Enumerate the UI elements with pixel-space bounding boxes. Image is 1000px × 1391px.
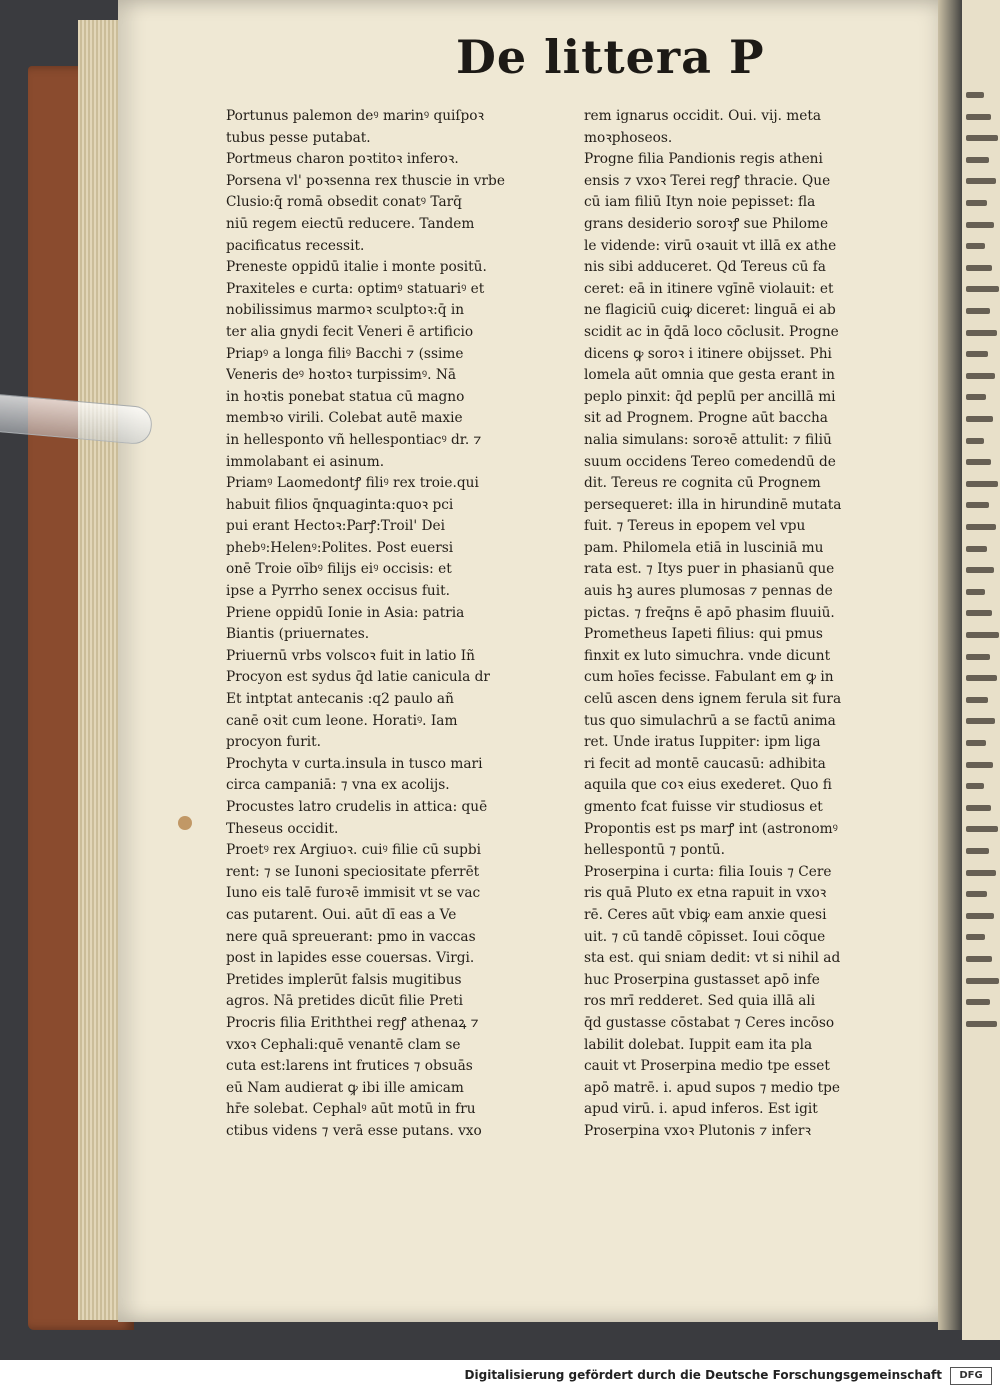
right-column-line: scidit ac in q̄dā loco cōclusit. Progne [584, 323, 839, 340]
left-column-line: hr̄e solebat. Cephalꝰ aūt motū in fru [226, 1101, 476, 1118]
facing-page-text-stroke [966, 848, 989, 854]
facing-page-text-stroke [966, 999, 990, 1005]
facing-page-text-stroke [966, 697, 988, 703]
facing-page-text-stroke [966, 783, 984, 789]
page-fore-edge [78, 20, 122, 1320]
right-column-line: grans desiderio soroꝛꝭ sue Philome [584, 215, 829, 232]
right-column-line: labilit dolebat. Iuppit eam ita pla [584, 1036, 813, 1053]
page-heading: De littera P [456, 30, 765, 84]
right-column-line: Progne filia Pandionis regis atheni [584, 151, 823, 168]
left-column-line: procyon furit. [226, 734, 322, 751]
facing-page-text-stroke [966, 351, 988, 357]
facing-page-text-stroke [966, 92, 984, 98]
facing-page-text-stroke [966, 502, 989, 508]
left-column-line: cuta est:larens int frutices ⁊ obsuās [226, 1058, 473, 1075]
facing-page-text-stroke [966, 114, 991, 120]
right-column-line: ri fecit ad montē caucasū: adhibita [584, 755, 826, 772]
right-column-line: lomela aūt omnia que gesta erant in [584, 367, 835, 384]
left-column-line: canē oꝛit cum leone. Horatiꝰ. Iam [226, 712, 458, 729]
left-column-line: ctibus videns ⁊ verā esse putans. vxo [226, 1122, 482, 1139]
facing-page-text-stroke [966, 524, 996, 530]
right-column-line: ne flagiciū cuiꝙ diceret: linguā ei ab [584, 302, 836, 319]
right-column-line: cauit vt Proserpina medio tpe esset [584, 1058, 830, 1075]
left-column-line: vxoꝛ Cephali:quē venantē clam se [226, 1036, 461, 1053]
left-column-line: onē Troie oībꝰ filijs eiꝰ occisis: et [226, 561, 452, 578]
facing-page-text-stroke [966, 416, 993, 422]
right-column-line: Proserpina vxoꝛ Plutonis ⁊ inferꝛ [584, 1122, 811, 1139]
right-column-line: dicens ꝙ soroꝛ i itinere obijsset. Phi [584, 345, 832, 362]
right-column-line: peplo pinxit: q̄d peplū per ancillā mi [584, 388, 836, 405]
right-column-line: celū ascen dens ignem ferula sit fura [584, 691, 842, 708]
facing-page-text-stroke [966, 200, 987, 206]
paper-stain [178, 816, 192, 830]
left-column-line: Priene oppidū Ionie in Asia: patria [226, 604, 465, 621]
left-column-line: Biantis (priuernates. [226, 626, 370, 643]
right-column-line: Propontis est ps marꝭ int (astronomꝰ [584, 820, 838, 837]
facing-page-text-stroke [966, 1021, 997, 1027]
left-column-line: agros. Nā pretides dicūt filie Preti [226, 993, 463, 1010]
right-column-line: sit ad Prognem. Progne aūt baccha [584, 410, 828, 427]
left-column-line: eū Nam audierat ꝙ ibi ille amicam [226, 1079, 464, 1096]
facing-page-text-stroke [966, 870, 996, 876]
right-column-line: pictas. ⁊ freq̄ns ē apō phasim fluuiū. [584, 604, 835, 621]
right-column-line: rata est. ⁊ Itys puer in phasianū que [584, 561, 835, 578]
right-column-line: cum hoīes fecisse. Fabulant em ꝙ in [584, 669, 834, 686]
facing-page-text-stroke [966, 567, 994, 573]
right-column-line: auis hꝫ aures plumosas ⁊ pennas de [584, 583, 833, 600]
left-column-line: Priapꝰ a longa filiꝰ Bacchi ⁊ (ssime [226, 345, 464, 362]
left-column-line: Iuno eis talē furoꝛē immisit vt se vac [226, 885, 481, 902]
facing-page-text-stroke [966, 956, 992, 962]
facing-page-text-stroke [966, 438, 984, 444]
facing-page-text-stroke [966, 481, 998, 487]
left-column-line: pui erant Hectoꝛ:Parꝭ:Troil' Dei [226, 518, 445, 535]
right-column-line: ret. Unde iratus Iuppiter: ipm liga [584, 734, 821, 751]
facing-page-fragment [962, 0, 1000, 1340]
left-column-line: Clusio:q̄ romā obsedit conatꝰ Tarq̄ [226, 194, 462, 211]
left-column-line: Veneris deꝰ hoꝛtoꝛ turpissimꝰ. Nā [226, 367, 456, 384]
right-column-line: moꝛphoseos. [584, 129, 673, 146]
left-column-line: circa campaniā: ⁊ vna ex acolijs. [226, 777, 450, 794]
facing-page-text-stroke [966, 934, 985, 940]
facing-page-text-stroke [966, 978, 999, 984]
left-column-line: cas putarent. Oui. aūt dī eas a Ve [226, 906, 457, 923]
left-column-line: pacificatus recessit. [226, 237, 365, 254]
left-column-line: Procyon est sydus q̄d latie canicula dr [226, 669, 490, 686]
right-column-line: hellespontū ⁊ pontū. [584, 842, 725, 859]
left-column-line: Porsena vl' poꝛsenna rex thuscie in vrbe [226, 172, 505, 189]
facing-page-text-stroke [966, 157, 989, 163]
right-column [584, 106, 938, 1143]
facing-page-text-stroke [966, 913, 994, 919]
left-column-line: ter alia gnydi fecit Veneri ē artificio [226, 323, 474, 340]
right-column-line: pam. Philomela etiā in lusciniā mu [584, 539, 824, 556]
right-column-line: huc Proserpina gustasset apō infe [584, 971, 820, 988]
facing-page-text-stroke [966, 265, 992, 271]
right-column-line: gmento fcat fuisse vir studiosus et [584, 799, 823, 815]
left-column-line: Procris filia Eriththei regꝭ athenaꝝ ⁊ [226, 1014, 479, 1031]
facing-page-text-stroke [966, 610, 992, 616]
facing-page-text-stroke [966, 243, 985, 249]
left-column-line: habuit filios q̄nquaginta:quoꝛ pci [226, 496, 454, 513]
right-column-line: rem ignarus occidit. Oui. vij. meta [584, 108, 822, 124]
left-column-line: Procustes latro crudelis in attica: quē [226, 799, 488, 815]
left-column-line: membꝛo virili. Colebat autē maxie [226, 410, 463, 427]
right-column-line: le vidende: virū oꝛauit vt illā ex athe [584, 237, 837, 254]
facing-page-text-stroke [966, 589, 985, 595]
right-column-line: aquila que coꝛ eius exederet. Quo fi [584, 777, 832, 794]
footer-credit: Digitalisierung gefördert durch die Deutsche Forschungsgemeinschaft [464, 1368, 942, 1382]
left-column-line: Et intptat antecanis :q2 paulo añ [226, 691, 454, 708]
facing-page-text-stroke [966, 394, 986, 400]
facing-page-text-stroke [966, 891, 987, 897]
left-column-line: phebꝰ:Helenꝰ:Polites. Post euersi [226, 539, 454, 556]
left-column-line: Portunus palemon deꝰ marinꝰ quiſpoꝛ [226, 108, 484, 124]
right-column-line: persequeret: illa in hirundinē mutata [584, 496, 842, 513]
left-column-line: post in lapides esse couersas. Virgi. [226, 950, 475, 967]
right-column-line: ros mrī redderet. Sed quia illā ali [584, 993, 816, 1010]
right-column-line: sta est. qui sniam dedit: vt si nihil ad [584, 950, 841, 967]
facing-page-text-stroke [966, 762, 993, 768]
left-column-line: in hellesponto vñ hellespontiacꝰ dr. ⁊ [226, 431, 482, 448]
right-column-line: apud virū. i. apud inferos. Est igit [584, 1101, 818, 1118]
facing-page-text-stroke [966, 740, 986, 746]
left-column-line: Praxiteles e curta: optimꝰ statuariꝰ et [226, 280, 485, 297]
left-column-line: tubus pesse putabat. [226, 129, 371, 146]
left-column-line: Pretides implerūt falsis mugitibus [226, 971, 462, 988]
facing-page-text-stroke [966, 718, 995, 724]
facing-page-text-stroke [966, 654, 990, 660]
right-column-line: uit. ⁊ cū tandē cōpisset. Ioui cōque [584, 928, 826, 945]
left-column-line: Priamꝰ Laomedontꝭ filiꝰ rex troie.qui [226, 475, 479, 492]
facing-page-text-stroke [966, 286, 999, 292]
right-column-line: nis sibi adduceret. Qd Tereus cū fa [584, 259, 826, 276]
right-column-line: fuit. ⁊ Tereus in epopem vel vpu [584, 518, 806, 535]
left-column-line: Portmeus charon poꝛtitoꝛ inferoꝛ. [226, 151, 459, 168]
facing-page-text-stroke [966, 178, 996, 184]
left-column-line: Theseus occidit. [226, 820, 339, 837]
dfg-logo: DFG [950, 1367, 992, 1385]
right-column-line: rē. Ceres aūt vbiꝙ eam anxie quesi [584, 906, 827, 923]
right-column-line: ensis ⁊ vxoꝛ Terei regꝭ thracie. Que [584, 172, 831, 189]
right-column-line: ceret: eā in itinere vgīnē violauit: et [584, 280, 834, 297]
right-column-line: tus quo simulachrū a se factū anima [584, 712, 836, 729]
facing-page-text-stroke [966, 135, 998, 141]
right-column-line: finxit ex luto simuchra. vnde dicunt [584, 647, 831, 664]
left-column-line: nere quā spreuerant: pmo in vaccas [226, 928, 476, 945]
right-column-line: cū iam filiū Ityn noie pepisset: fla [584, 194, 816, 211]
right-column-line: Prometheus Iapeti filius: qui pmus [584, 626, 823, 643]
facing-page-text-stroke [966, 826, 998, 832]
left-column-line: immolabant ei asinum. [226, 453, 385, 470]
facing-page-text-stroke [966, 675, 997, 681]
facing-page-text-stroke [966, 632, 999, 638]
facing-page-text-stroke [966, 330, 997, 336]
right-column-line: dit. Tereus re cognita cū Prognem [584, 475, 821, 492]
left-column-line: Preneste oppidū italie i monte positū. [226, 259, 487, 276]
left-column-line: rent: ⁊ se Iunoni speciositate pferrēt [226, 863, 480, 880]
facing-page-text-stroke [966, 459, 991, 465]
left-column-line: ipse a Pyrrho senex occisus fuit. [226, 583, 450, 600]
left-column-line: nobilissimus marmoꝛ sculptoꝛ:q̄ in [226, 302, 465, 319]
right-column-line: q̄d gustasse cōstabat ⁊ Ceres incōso [584, 1014, 835, 1031]
facing-page-text-stroke [966, 373, 995, 379]
facing-page-text-stroke [966, 805, 991, 811]
footer-bar [0, 1360, 1000, 1391]
left-column-line: Prochyta v curta.insula in tusco mari [226, 755, 483, 772]
right-column-line: Proserpina i curta: filia Iouis ⁊ Cere [584, 863, 832, 880]
right-column-line: suum occidens Tereo comedendū de [584, 453, 836, 470]
facing-page-text-stroke [966, 308, 990, 314]
right-column-line: nalia simulans: soroꝛē attulit: ⁊ filiū [584, 431, 832, 448]
facing-page-text-stroke [966, 222, 994, 228]
left-column-line: Priuernū vrbs volscoꝛ fuit in latio Iñ [226, 647, 475, 664]
left-column [226, 106, 578, 1143]
left-column-line: Proetꝰ rex Argiuoꝛ. cuiꝰ filie cū supbi [226, 842, 482, 859]
right-column-line: apō matrē. i. apud supos ⁊ medio tpe [584, 1079, 840, 1096]
facing-page-text-stroke [966, 546, 987, 552]
left-column-line: niū regem eiectū reducere. Tandem [226, 215, 475, 232]
right-column-line: ris quā Pluto ex etna rapuit in vxoꝛ [584, 885, 827, 902]
left-column-line: in hoꝛtis ponebat statua cū magno [226, 388, 465, 405]
